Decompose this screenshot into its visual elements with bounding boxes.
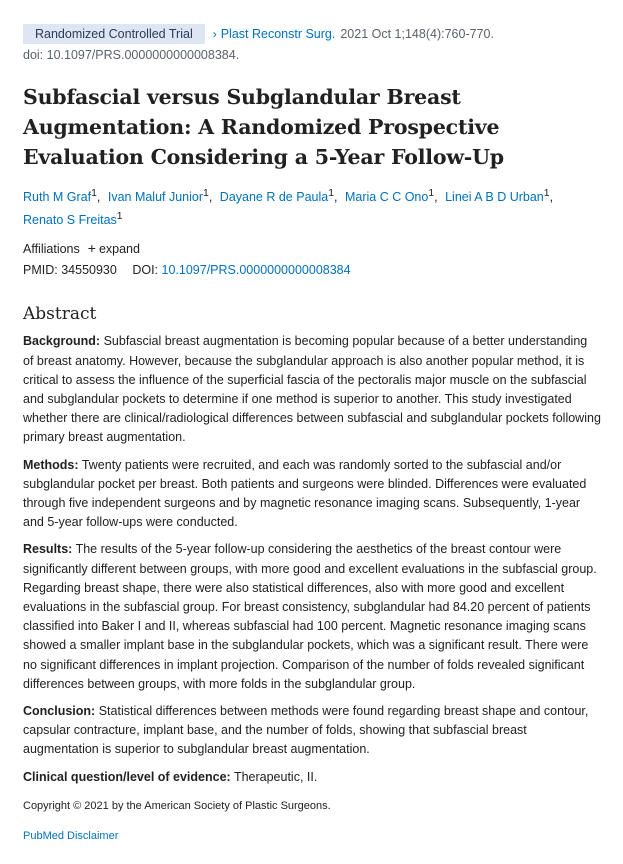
copyright-notice: Copyright © 2021 by the American Society of Plastic Surgeons. <box>23 799 331 812</box>
author-link[interactable]: Linei A B D Urban <box>445 190 544 205</box>
section-label: Methods: <box>23 457 79 472</box>
publication-type-badge[interactable]: Randomized Controlled Trial <box>23 24 205 44</box>
section-text: Statistical differences between methods were found regarding breast shape and contour, capsular contracture, implant base, and the number of folds, showing that subfascial breast augmentation is superior to subglandular breast augmentation. <box>23 703 589 757</box>
doi-line: doi: 10.1097/PRS.0000000000008384. <box>23 48 240 62</box>
section-text: Therapeutic, II. <box>233 769 318 784</box>
section-text: The results of the 5-year follow-up considering the aesthetics of the breast contour were significantly different between groups, with more good and excellent evaluations in the subfascial group. Regarding breast shape, there were also statistical differences, also with more good and excellent evaluations in the subfascial group. For breast consistency, subglandular had 84.20 percent of patients classified into Baker I and II, whereas subfascial had 100 percent. Magnetic resonance imaging scans showed a smaller implant base in the subglandular pockets, which was a significant result. There were no significant differences in implant projection. Comparison of the number of folds revealed significant differences between groups, with more folds in the subglandular group. <box>23 542 597 691</box>
author-link[interactable]: Dayane R de Paula <box>219 190 329 205</box>
author-affiliation-number[interactable]: 1 <box>543 188 550 199</box>
article-title: Subfascial versus Subglandular Breast Augmentation: A Randomized Prospective Evaluation Considering a 5-Year Follow-Up <box>23 85 504 169</box>
author-item <box>23 190 104 204</box>
doi-label: DOI: <box>132 263 159 278</box>
author-affiliation-number[interactable]: 1 <box>328 188 334 199</box>
author-item <box>220 190 342 204</box>
chevron-right-icon: › <box>212 27 217 41</box>
section-label: Conclusion: <box>23 703 96 718</box>
author-link[interactable]: Ruth M Graf <box>23 190 92 205</box>
abstract-methods <box>23 456 601 533</box>
author-affiliation-number[interactable]: 1 <box>116 211 123 223</box>
citation-bar <box>23 24 601 44</box>
pubmed-disclaimer-link[interactable]: PubMed Disclaimer <box>23 829 119 842</box>
abstract-conclusion <box>23 702 601 760</box>
section-text: Twenty patients were recruited, and each was randomly sorted to the subfascial and/or subglandular pocket per breast. Both patients and surgeons were blinded. Differences were evaluated through five independent surgeons and by magnetic resonance imaging scans. Subsequently, 1-year and 5-year follow-ups were conducted. <box>23 457 587 530</box>
citation-text: 2021 Oct 1;148(4):760-770. <box>340 27 494 41</box>
abstract-clinical-question <box>23 768 601 787</box>
section-text: Subfascial breast augmentation is becoming popular because of a better understanding of breast anatomy. However, because the subglandular approach is also another popular method, it is critical to assess the influence of the superficial fascia of the pectoralis major muscle on the subfascial and subglandular pockets to determine if one method is superior to another. This study investigated whether there are clinical/radiological differences between subfascial and subglandular pockets following primary breast augmentation. <box>23 334 601 445</box>
pmid-label: PMID: <box>23 263 58 278</box>
author-separator: , <box>96 190 101 205</box>
pmid-value: 34550930 <box>61 263 117 278</box>
section-label: Background: <box>23 334 101 349</box>
section-label: Results: <box>23 542 73 557</box>
author-separator: , <box>208 190 213 205</box>
abstract-results <box>23 540 601 694</box>
section-label: Clinical question/level of evidence: <box>23 769 231 784</box>
doi-link[interactable]: 10.1097/PRS.0000000000008384 <box>161 263 351 278</box>
journal-link[interactable]: Plast Reconstr Surg. <box>220 27 336 41</box>
author-affiliation-number[interactable]: 1 <box>91 188 97 199</box>
author-item <box>445 190 557 204</box>
authors-list <box>23 184 601 230</box>
identifiers-row <box>23 261 601 279</box>
author-link[interactable]: Maria C C Ono <box>344 190 429 205</box>
author-separator: , <box>334 190 338 205</box>
affiliations-row <box>23 239 601 258</box>
author-item <box>108 190 216 204</box>
plus-icon: + <box>87 240 96 257</box>
author-link[interactable]: Renato S Freitas <box>23 213 117 228</box>
affiliations-expand-button[interactable] <box>88 239 140 258</box>
author-item <box>345 190 442 204</box>
author-affiliation-number[interactable]: 1 <box>203 188 209 199</box>
affiliations-label: Affiliations <box>23 241 80 256</box>
author-link[interactable]: Ivan Maluf Junior <box>107 190 204 205</box>
author-item <box>23 213 127 227</box>
author-affiliation-number[interactable]: 1 <box>428 188 435 199</box>
author-separator: , <box>434 190 438 205</box>
author-separator: , <box>549 190 554 205</box>
abstract-heading: Abstract <box>23 304 97 325</box>
expand-label: expand <box>98 242 140 257</box>
abstract-background <box>23 332 601 447</box>
